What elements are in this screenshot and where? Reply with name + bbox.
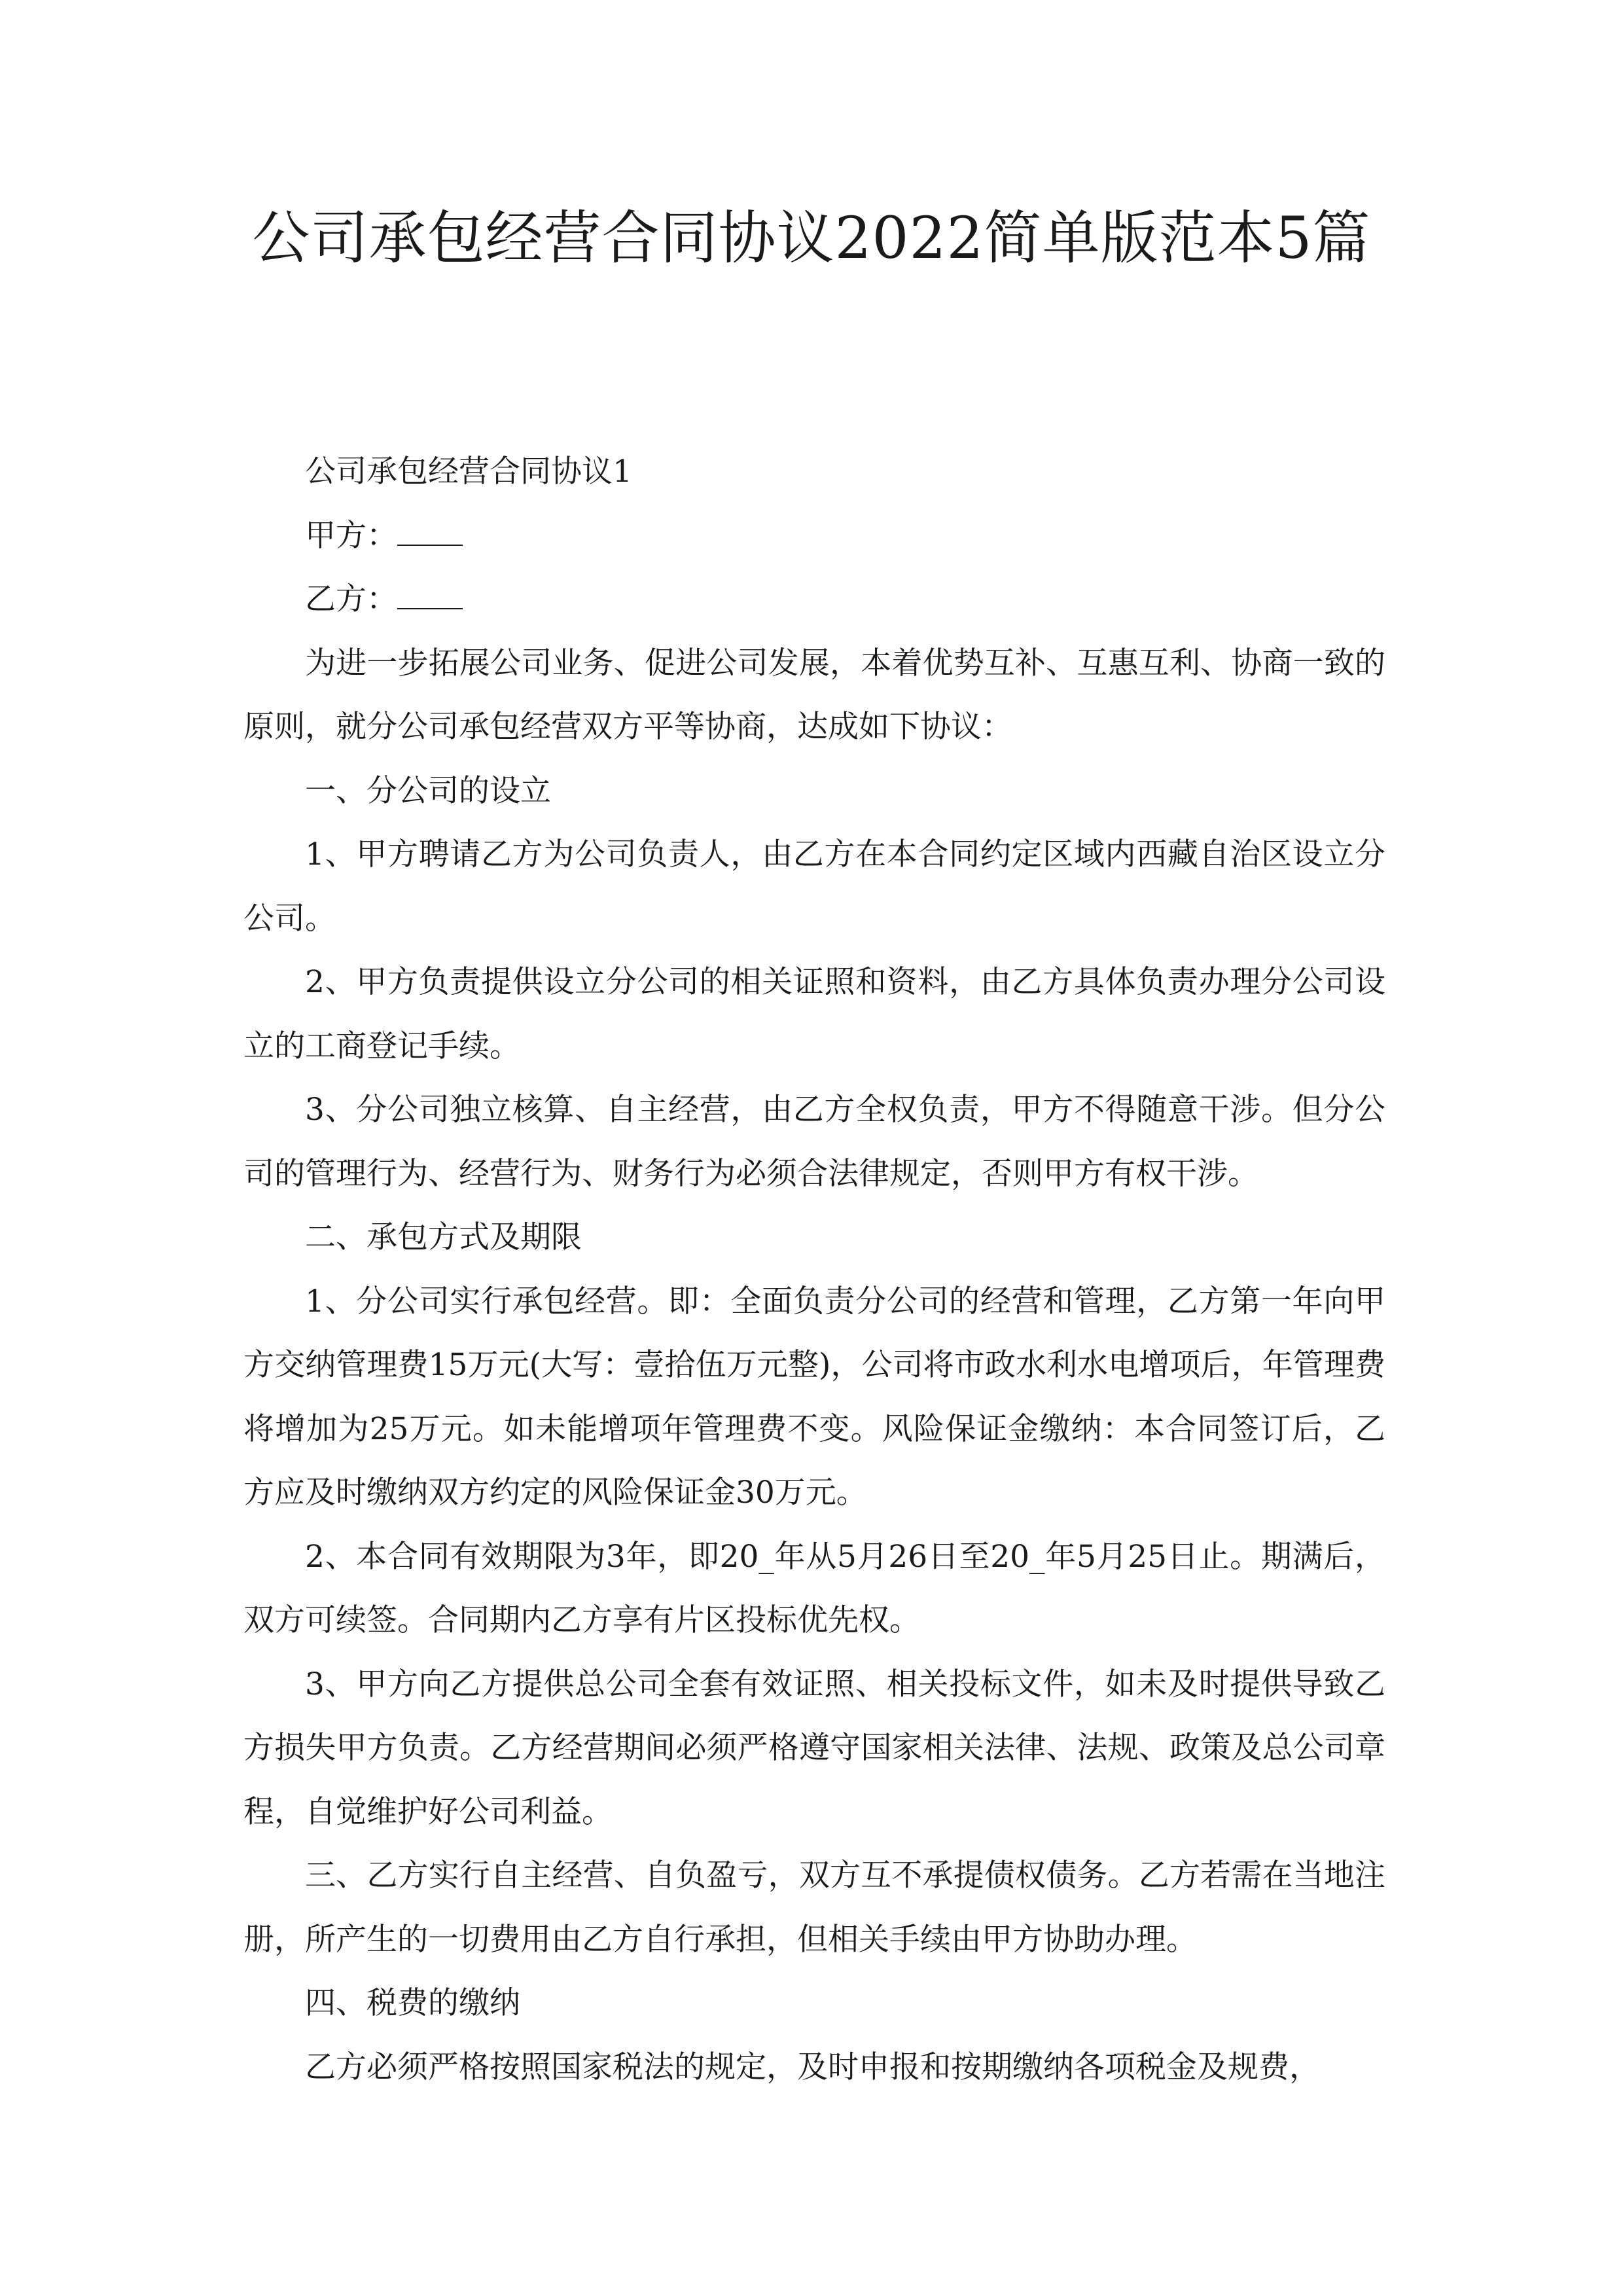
paragraph-preamble: 为进一步拓展公司业务、促进公司发展，本着优势互补、互惠互利、协商一致的原则，就分公司承包经营双方平等协商，达成如下协议： — [243, 645, 1385, 745]
contract-subtitle: 公司承包经营合同协议1 — [305, 454, 632, 490]
section-3-paragraph: 三、乙方实行自主经营、自负盈亏，双方互不承提债权债务。乙方若需在当地注册，所产生的一切费用由乙方自行承担，但相关手续由甲方协助办理。 — [243, 1857, 1385, 1958]
document-body — [243, 440, 1385, 2099]
paragraph: 3、分公司独立核算、自主经营，由乙方全权负责，甲方不得随意干涉。但分公司的管理行为、经营行为、财务行为必须合法律规定，否则甲方有权干涉。 — [243, 1092, 1385, 1192]
paragraph: 1、分公司实行承包经营。即：全面负责分公司的经营和管理，乙方第一年向甲方交纳管理费15万元(大写：壹拾伍万元整)，公司将市政水利水电增项后，年管理费将增加为25万元。如未能增项年管理费不变。风险保证金缴纳：本合同签订后，乙方应及时缴纳双方约定的风险保证金30万元。 — [243, 1283, 1385, 1511]
party-a-line — [243, 504, 1385, 568]
paragraph: 1、甲方聘请乙方为公司负责人，由乙方在本合同约定区域内西藏自治区设立分公司。 — [243, 836, 1385, 937]
party-b-line — [243, 567, 1385, 632]
section-heading-1: 一、分公司的设立 — [305, 772, 551, 809]
paragraph: 乙方必须严格按照国家税法的规定，及时申报和按期缴纳各项税金及规费， — [305, 2049, 1320, 2085]
party-a-label: 甲方： — [305, 517, 397, 554]
paragraph: 2、甲方负责提供设立分公司的相关证照和资料，由乙方具体负责办理分公司设立的工商登记手续。 — [243, 964, 1385, 1064]
party-b-label: 乙方： — [305, 581, 397, 617]
section-heading-2: 二、承包方式及期限 — [305, 1219, 582, 1255]
document-title: 公司承包经营合同协议2022简单版范本5篇 — [252, 204, 1371, 272]
party-b-blank — [397, 582, 463, 609]
section-heading-4: 四、税费的缴纳 — [305, 1985, 520, 2021]
paragraph: 3、甲方向乙方提供总公司全套有效证照、相关投标文件，如未及时提供导致乙方损失甲方负责。乙方经营期间必须严格遵守国家相关法律、法规、政策及总公司章程，自觉维护好公司利益。 — [243, 1666, 1385, 1830]
party-a-blank — [397, 518, 463, 546]
paragraph: 2、本合同有效期限为3年，即20_年从5月26日至20_年5月25日止。期满后，双方可续签。合同期内乙方享有片区投标优先权。 — [243, 1538, 1385, 1638]
